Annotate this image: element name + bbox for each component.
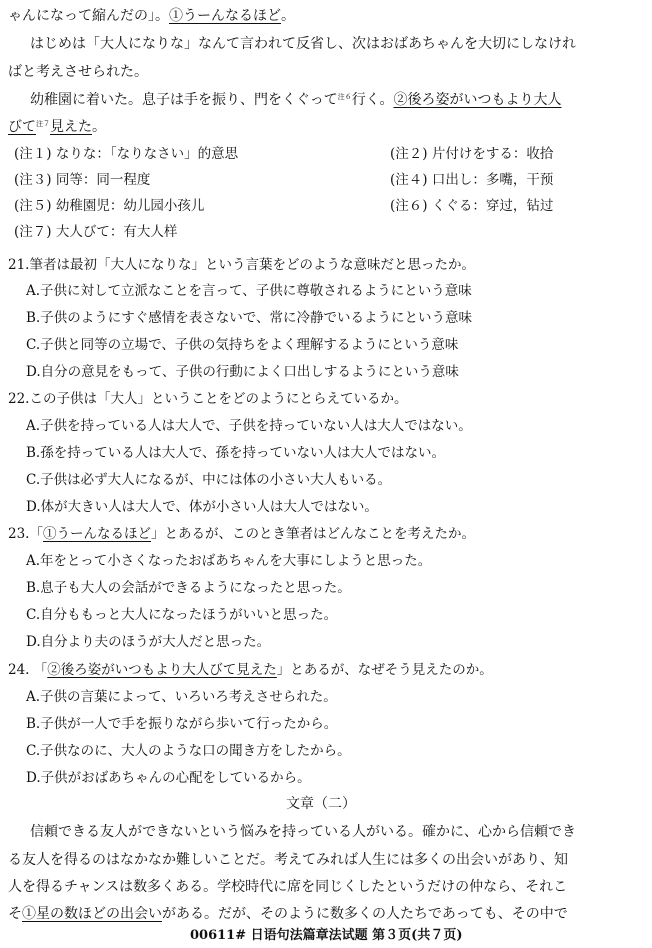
note-5: (注５) 幼稚園児：幼儿园小孩儿 — [14, 198, 205, 214]
question-text: 」とあるが、このとき筆者はどんなことを考えたか。 — [150, 526, 475, 542]
underlined-phrase-1: ①うーんなるほど — [169, 8, 281, 24]
option-22b: B.孫を持っている人は大人で、孫を持っていない人は大人ではない。 — [26, 445, 445, 461]
question-23-quote: ①うーんなるほど — [42, 526, 151, 542]
option-23b: B.息子も大人の会話ができるようになったと思った。 — [26, 580, 351, 596]
option-22c: C.子供は必ず大人になるが、中には体の小さい大人もいる。 — [26, 472, 392, 488]
underlined-phrase-2-cont: びて — [8, 119, 36, 135]
question-text: 23.「 — [8, 526, 43, 542]
passage-text: 幼稚園に着いた。息子は手を振り、門をくぐって — [30, 92, 338, 108]
passage-line-3: ばと考えさせられた。 — [8, 64, 148, 80]
option-24c: C.子供なのに、大人のような口の聞き方をしたから。 — [26, 743, 351, 759]
option-21b: B.子供のようにすぐ感情を表さないで、常に冷静でいるようにという意味 — [26, 310, 472, 326]
section-2-line-4 — [8, 904, 568, 924]
option-24d: D.子供がおばあちゃんの心配をしているから。 — [26, 770, 311, 786]
section-2-line-3: 人を得るチャンスは数多くある。学校時代に席を同じくしたというだけの仲なら、それこ — [8, 879, 568, 895]
passage-text: ゃんになって縮んだの」。 — [8, 8, 169, 24]
passage-text: 。 — [92, 119, 106, 135]
passage-line-2: はじめは「大人になりな」なんて言われて反省し、次はおばあちゃんを大切にしなけれ — [30, 36, 576, 52]
question-23 — [8, 524, 475, 544]
question-text: 」とあるが、なぜそう見えたのか。 — [276, 662, 493, 678]
option-22d: D.体が大きい人は大人で、体が小さい人は大人ではない。 — [26, 499, 378, 515]
option-21c: C.子供と同等の立場で、子供の気持ちをよく理解するようにという意味 — [26, 337, 459, 353]
option-23d: D.自分より夫のほうが大人だと思った。 — [26, 634, 271, 650]
question-24-quote: ②後ろ姿がいつもより大人びて見えた — [47, 662, 277, 678]
passage-line-5 — [8, 117, 106, 137]
passage-text: 行く。 — [351, 92, 394, 108]
option-21d: D.自分の意見をもって、子供の行動によく口出しするようにという意味 — [26, 364, 459, 380]
section-2-line-1: 信頼できる友人ができないという悩みを持っている人がいる。確かに、心から信頼でき — [30, 824, 576, 840]
page-footer: 00611# 日语句法篇章法试题 第３页(共７页) — [190, 928, 463, 943]
note-7: (注７) 大人びて：有大人样 — [14, 224, 178, 240]
passage-line-1 — [8, 6, 295, 26]
note-2: (注２) 片付けをする：收拾 — [390, 146, 554, 162]
note-4: (注４) 口出し：多嘴，干预 — [390, 172, 554, 188]
underlined-phrase-s2-1: ①星の数ほどの出会い — [22, 906, 162, 922]
underlined-phrase-2: ②後ろ姿がいつもより大人 — [393, 92, 562, 108]
option-23a: A.年をとって小さくなったおばあちゃんを大事にしようと思った。 — [26, 553, 432, 569]
option-22a: A.子供を持っている人は大人で、子供を持っていない人は大人ではない。 — [26, 418, 472, 434]
option-24a: A.子供の言葉によって、いろいろ考えさせられた。 — [26, 689, 337, 705]
note-ref-6: 注６ — [337, 93, 352, 101]
note-ref-7: 注７ — [36, 120, 50, 128]
option-24b: B.子供が一人で手を振りながら歩いて行ったから。 — [26, 716, 338, 732]
option-21a: A.子供に対して立派なことを言って、子供に尊敬されるようにという意味 — [26, 283, 472, 299]
section-2-line-2: る友人を得るのはなかなか難しいことだ。考えてみれば人生には多くの出会いがあり、知 — [8, 852, 568, 868]
passage-text: そ — [8, 906, 22, 922]
passage-line-4 — [30, 90, 561, 110]
question-text: 24. 「 — [8, 662, 48, 678]
section-2-heading: 文章（二） — [286, 796, 356, 812]
note-3: (注３) 同等：同一程度 — [14, 172, 151, 188]
passage-text: 。 — [281, 8, 295, 24]
question-24 — [8, 660, 493, 680]
option-23c: C.自分ももっと大人になったほうがいいと思った。 — [26, 607, 338, 623]
question-22: 22.この子供は「大人」ということをどのようにとらえているか。 — [8, 391, 408, 407]
note-1: (注１) なりな：「なりなさい」的意思 — [14, 146, 239, 162]
underlined-phrase-2-end: 見えた — [50, 119, 92, 135]
note-6: (注６) くぐる：穿过，钻过 — [390, 198, 554, 214]
question-21: 21.筆者は最初「大人になりな」という言葉をどのような意味だと思ったか。 — [8, 257, 475, 273]
passage-text: がある。だが、そのように数多くの人たちであっても、その中で — [162, 906, 568, 922]
